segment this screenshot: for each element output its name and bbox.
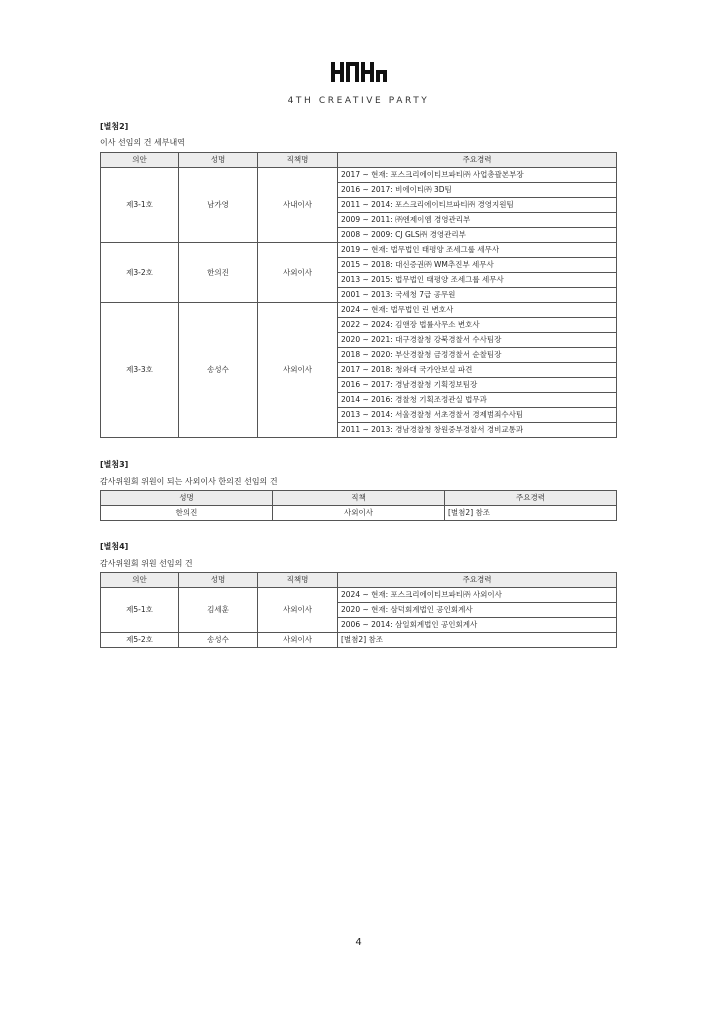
position-cell: 사외이사: [258, 243, 338, 303]
name-cell: 한의진: [101, 506, 273, 521]
name-cell: 한의진: [179, 243, 258, 303]
column-header: 성명: [101, 491, 273, 506]
career-cell: 2016 ~ 2017: 비에이티㈜ 3D팀: [338, 183, 617, 198]
career-cell: 2017 ~ 2018: 청와대 국가안보실 파견: [338, 363, 617, 378]
column-header: 직책명: [258, 573, 338, 588]
column-header: 주요경력: [445, 491, 617, 506]
table-header-row: [101, 153, 617, 168]
career-cell: 2017 ~ 현재: 포스크리에이티브파티㈜ 사업총괄본부장: [338, 168, 617, 183]
attachment3-subtitle: 감사위원회 위원이 되는 사외이사 한의진 선임의 건: [100, 477, 278, 486]
page-number: 4: [355, 937, 362, 948]
name-cell: 송성수: [179, 303, 258, 438]
name-cell: 남가영: [179, 168, 258, 243]
column-header: 주요경력: [338, 573, 617, 588]
name-cell: 김세훈: [179, 588, 258, 633]
column-header: 직책: [273, 491, 445, 506]
name-cell: 송성수: [179, 633, 258, 648]
agenda-cell: 제3-1호: [101, 168, 179, 243]
attachment2-title: [별첨2]: [100, 122, 129, 131]
career-cell: 2013 ~ 2015: 법무법인 태평양 조세그룹 세무사: [338, 273, 617, 288]
agenda-cell: 제5-1호: [101, 588, 179, 633]
table-header-row: [101, 573, 617, 588]
attachment4-subtitle: 감사위원회 위원 선임의 건: [100, 559, 193, 568]
position-cell: 사외이사: [258, 588, 338, 633]
career-cell: 2016 ~ 2017: 경남경찰청 기획정보팀장: [338, 378, 617, 393]
table-header-row: [101, 491, 617, 506]
company-logo: [331, 62, 387, 82]
position-cell: 사외이사: [258, 303, 338, 438]
career-cell: 2006 ~ 2014: 삼일회계법인 공인회계사: [338, 618, 617, 633]
position-cell: 사외이사: [273, 506, 445, 521]
column-header: 주요경력: [338, 153, 617, 168]
career-cell: [별첨2] 참조: [338, 633, 617, 648]
column-header: 성명: [179, 573, 258, 588]
table-row: [101, 168, 617, 183]
attachment4-title: [별첨4]: [100, 542, 129, 551]
column-header: 의안: [101, 153, 179, 168]
table-row: [101, 633, 617, 648]
agenda-cell: 제3-3호: [101, 303, 179, 438]
career-cell: 2020 ~ 2021: 대구경찰청 강북경찰서 수사팀장: [338, 333, 617, 348]
director-career-table: [100, 152, 617, 438]
career-cell: 2009 ~ 2011: ㈜엔제이엠 경영관리부: [338, 213, 617, 228]
career-cell: 2013 ~ 2014: 서울경찰청 서초경찰서 경제범죄수사팀: [338, 408, 617, 423]
agenda-cell: 제3-2호: [101, 243, 179, 303]
position-cell: 사외이사: [258, 633, 338, 648]
career-cell: [별첨2] 참조: [445, 506, 617, 521]
audit-committee-member-table: [100, 572, 617, 648]
attachment3-title: [별첨3]: [100, 460, 129, 469]
column-header: 직책명: [258, 153, 338, 168]
career-cell: 2019 ~ 현재: 법무법인 태평양 조세그룹 세무사: [338, 243, 617, 258]
career-cell: 2001 ~ 2013: 국세청 7급 공무원: [338, 288, 617, 303]
table-row: [101, 588, 617, 603]
career-cell: 2022 ~ 2024: 김앤장 법률사무소 변호사: [338, 318, 617, 333]
career-cell: 2014 ~ 2016: 경찰청 기획조정관실 법무과: [338, 393, 617, 408]
career-cell: 2008 ~ 2009: CJ GLS㈜ 경영관리부: [338, 228, 617, 243]
table-row: [101, 506, 617, 521]
career-cell: 2015 ~ 2018: 대신증권㈜ WM추진부 세무사: [338, 258, 617, 273]
agenda-cell: 제5-2호: [101, 633, 179, 648]
career-cell: 2018 ~ 2020: 부산경찰청 금정경찰서 순찰팀장: [338, 348, 617, 363]
career-cell: 2011 ~ 2013: 경남경찰청 창원중부경찰서 경비교통과: [338, 423, 617, 438]
position-cell: 사내이사: [258, 168, 338, 243]
column-header: 의안: [101, 573, 179, 588]
audit-committee-director-table: [100, 490, 617, 521]
career-cell: 2020 ~ 현재: 삼덕회계법인 공인회계사: [338, 603, 617, 618]
column-header: 성명: [179, 153, 258, 168]
table-row: [101, 243, 617, 258]
table-row: [101, 303, 617, 318]
career-cell: 2024 ~ 현재: 법무법인 린 변호사: [338, 303, 617, 318]
brand-name: 4TH CREATIVE PARTY: [287, 96, 430, 106]
career-cell: 2024 ~ 현재: 포스크리에이티브파티㈜ 사외이사: [338, 588, 617, 603]
career-cell: 2011 ~ 2014: 포스크리에이티브파티㈜ 경영지원팀: [338, 198, 617, 213]
attachment2-subtitle: 이사 선임의 건 세부내역: [100, 138, 185, 147]
